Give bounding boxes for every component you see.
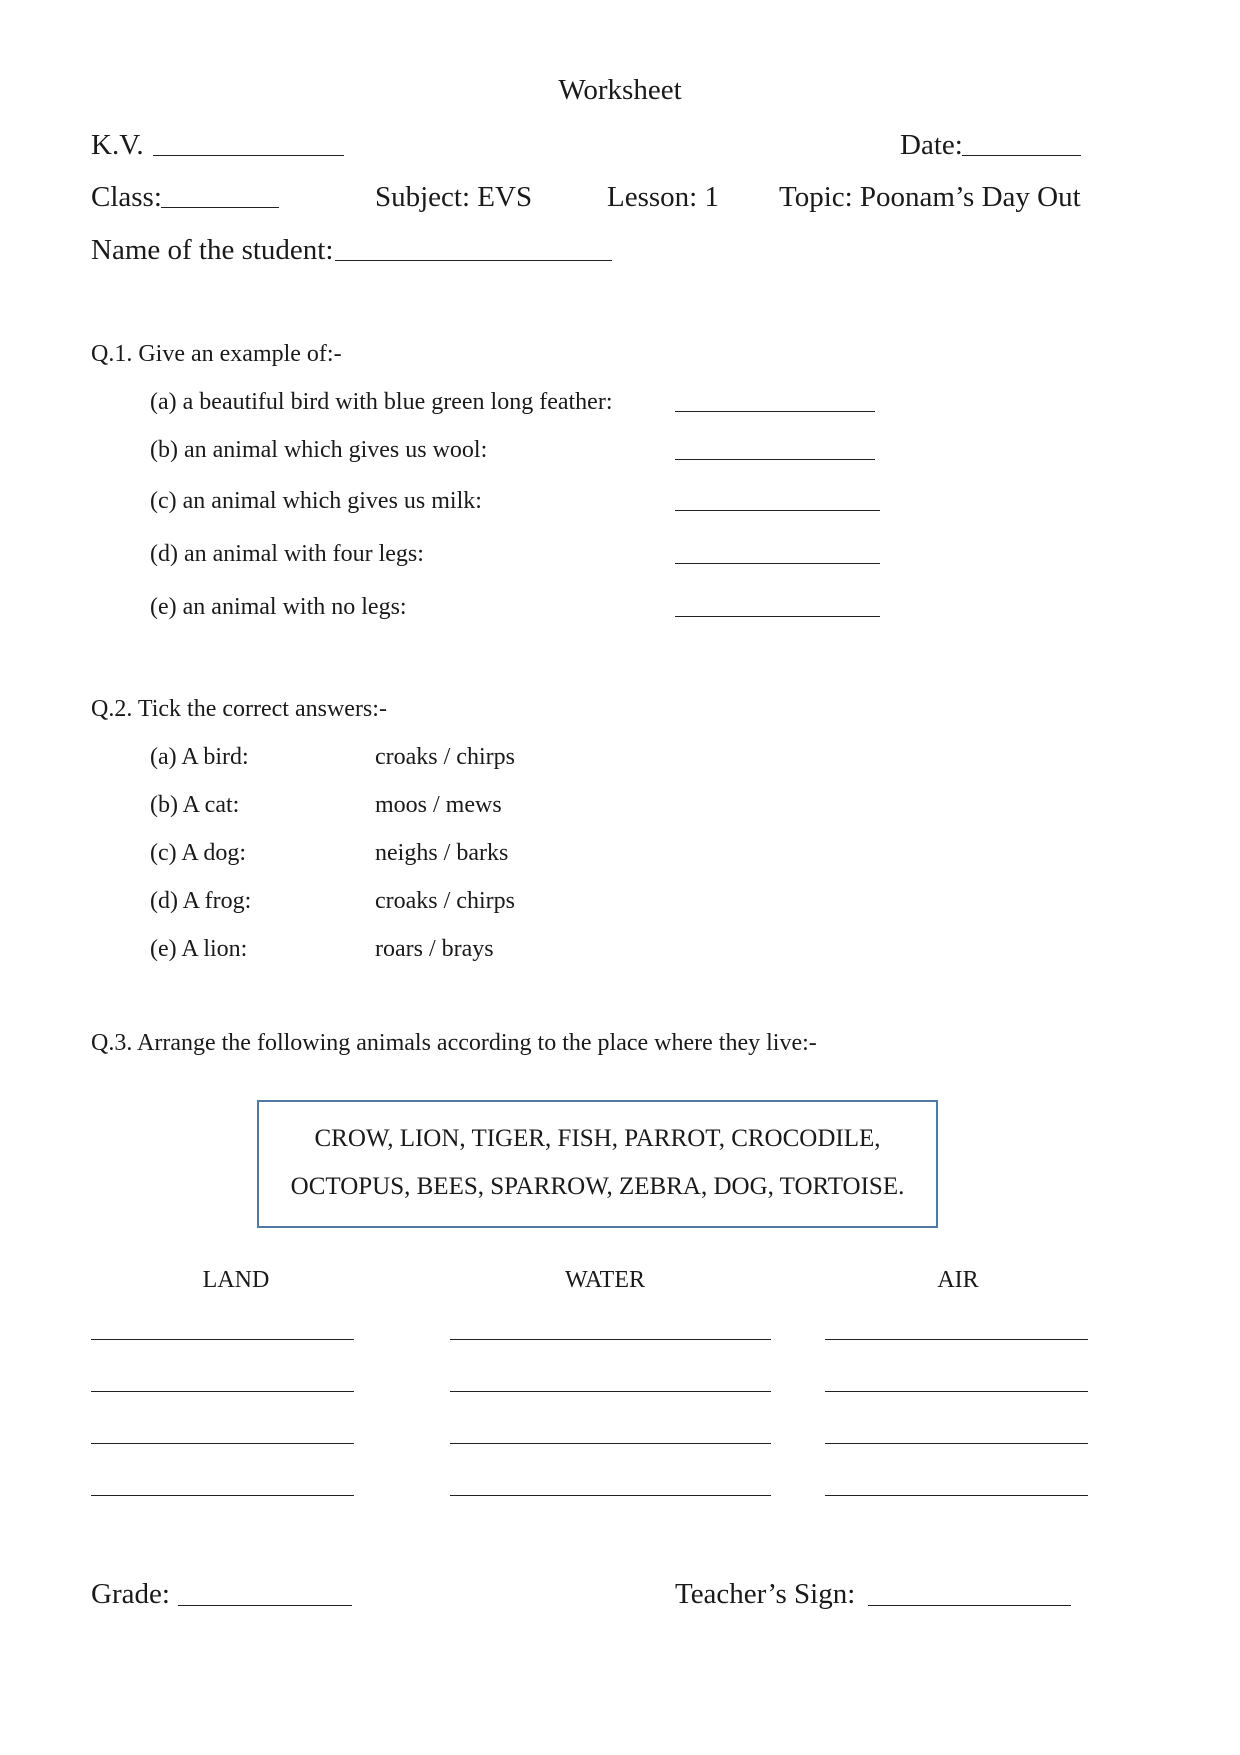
q2-options-d[interactable]: croaks / chirps — [375, 888, 515, 914]
q1-answer-blank-e[interactable] — [675, 616, 880, 617]
column-heading-water: WATER — [565, 1267, 645, 1293]
column-heading-land: LAND — [202, 1267, 270, 1293]
air-answer-line[interactable] — [825, 1443, 1088, 1444]
kv-blank[interactable] — [153, 155, 344, 156]
q2-item-label-c: (c) A dog: — [150, 840, 246, 866]
animal-word-box — [257, 1100, 938, 1228]
date-label: Date: — [900, 129, 963, 161]
land-answer-line[interactable] — [91, 1443, 354, 1444]
q3-question: Q.3. Arrange the following animals according to the place where they live:- — [91, 1030, 817, 1056]
grade-blank[interactable] — [178, 1605, 352, 1606]
q1-item-c: (c) an animal which gives us milk: — [150, 488, 482, 514]
kv-label: K.V. — [91, 129, 144, 161]
subject-label: Subject: EVS — [375, 181, 533, 213]
teacher-sign-blank[interactable] — [868, 1605, 1071, 1606]
word-box-line-2: OCTOPUS, BEES, SPARROW, ZEBRA, DOG, TORTOISE. — [290, 1173, 905, 1200]
lesson-label: Lesson: 1 — [607, 181, 719, 213]
q1-answer-blank-a[interactable] — [675, 411, 875, 412]
q2-item-label-e: (e) A lion: — [150, 936, 248, 962]
topic-label: Topic: Poonam’s Day Out — [779, 181, 1081, 213]
word-box-line-1: CROW, LION, TIGER, FISH, PARROT, CROCODILE, — [314, 1125, 881, 1152]
q1-answer-blank-c[interactable] — [675, 510, 880, 511]
q1-answer-blank-b[interactable] — [675, 459, 875, 460]
water-answer-line[interactable] — [450, 1495, 771, 1496]
land-answer-line[interactable] — [91, 1339, 354, 1340]
class-label: Class: — [91, 181, 162, 213]
air-answer-line[interactable] — [825, 1391, 1088, 1392]
q2-item-label-a: (a) A bird: — [150, 744, 249, 770]
column-heading-air: AIR — [937, 1267, 979, 1293]
q2-options-c[interactable]: neighs / barks — [375, 840, 509, 866]
q1-question: Q.1. Give an example of:- — [91, 341, 342, 367]
date-blank[interactable] — [962, 155, 1081, 156]
class-blank[interactable] — [161, 207, 279, 208]
land-answer-line[interactable] — [91, 1495, 354, 1496]
teacher-sign-label: Teacher’s Sign: — [675, 1578, 856, 1610]
q1-item-e: (e) an animal with no legs: — [150, 594, 407, 620]
air-answer-line[interactable] — [825, 1495, 1088, 1496]
grade-label: Grade: — [91, 1578, 170, 1610]
worksheet-title: Worksheet — [558, 74, 682, 106]
q2-options-e[interactable]: roars / brays — [375, 936, 494, 962]
water-answer-line[interactable] — [450, 1339, 771, 1340]
q1-item-a: (a) a beautiful bird with blue green long feather: — [150, 389, 613, 415]
q2-options-a[interactable]: croaks / chirps — [375, 744, 515, 770]
student-name-blank[interactable] — [335, 260, 612, 261]
land-answer-line[interactable] — [91, 1391, 354, 1392]
water-answer-line[interactable] — [450, 1443, 771, 1444]
student-name-label: Name of the student: — [91, 234, 334, 266]
q2-item-label-d: (d) A frog: — [150, 888, 252, 914]
q2-item-label-b: (b) A cat: — [150, 792, 240, 818]
q2-options-b[interactable]: moos / mews — [375, 792, 502, 818]
air-answer-line[interactable] — [825, 1339, 1088, 1340]
q1-item-d: (d) an animal with four legs: — [150, 541, 424, 567]
water-answer-line[interactable] — [450, 1391, 771, 1392]
q1-item-b: (b) an animal which gives us wool: — [150, 437, 488, 463]
q2-question: Q.2. Tick the correct answers:- — [91, 696, 387, 722]
q1-answer-blank-d[interactable] — [675, 563, 880, 564]
